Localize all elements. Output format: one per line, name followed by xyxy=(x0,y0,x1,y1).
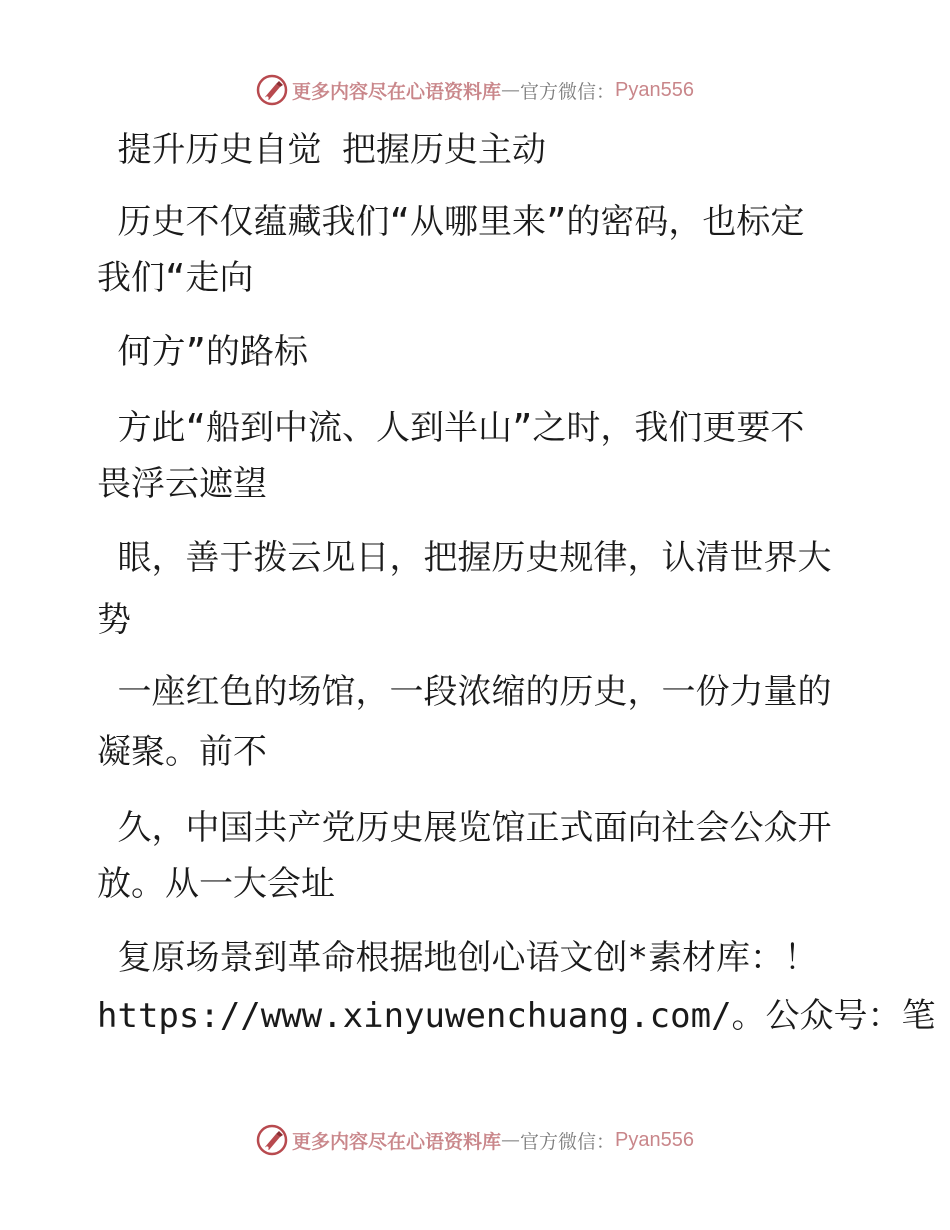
banner-separator: — xyxy=(501,79,521,101)
banner-wechat-label: 官方微信： xyxy=(520,80,616,103)
document-line: 一座红色的场馆，一段浓缩的历史，一份力量的 xyxy=(97,672,832,712)
document-line: 眼，善于拨云见日，把握历史规律，认清世界大 xyxy=(97,538,832,578)
document-line: 何方”的路标 xyxy=(97,332,308,372)
document-line: 提升历史自觉 把握历史主动 xyxy=(97,130,546,170)
document-line: 久，中国共产党历史展览馆正式面向社会公众开 xyxy=(97,808,832,848)
document-line: 复原场景到革命根据地创心语文创*素材库：！ xyxy=(97,938,818,978)
document-line: https://www.xinyuwenchuang.com/。公众号：笔 xyxy=(97,996,936,1036)
document-line: 历史不仅蕴藏我们“从哪里来”的密码，也标定 xyxy=(97,202,805,242)
banner-separator: — xyxy=(501,1129,521,1151)
document-line: 凝聚。前不 xyxy=(97,732,267,772)
banner-title: 更多内容尽在心语资料库 xyxy=(292,80,502,103)
document-line: 放。从一大会址 xyxy=(97,864,335,904)
header-watermark-banner xyxy=(0,72,950,108)
document-line: 方此“船到中流、人到半山”之时，我们更要不 xyxy=(97,408,805,448)
pen-logo-icon xyxy=(256,1124,288,1156)
banner-wechat-label: 官方微信： xyxy=(520,1130,616,1153)
banner-wechat-id: Pyan556 xyxy=(615,1128,694,1151)
banner-wechat-id: Pyan556 xyxy=(615,78,694,101)
document-line: 畏浮云遮望 xyxy=(97,464,267,504)
footer-watermark-banner xyxy=(0,1122,950,1158)
banner-title: 更多内容尽在心语资料库 xyxy=(292,1130,502,1153)
document-line: 我们“走向 xyxy=(97,258,254,298)
document-line: 势 xyxy=(97,600,131,640)
pen-logo-icon xyxy=(256,74,288,106)
